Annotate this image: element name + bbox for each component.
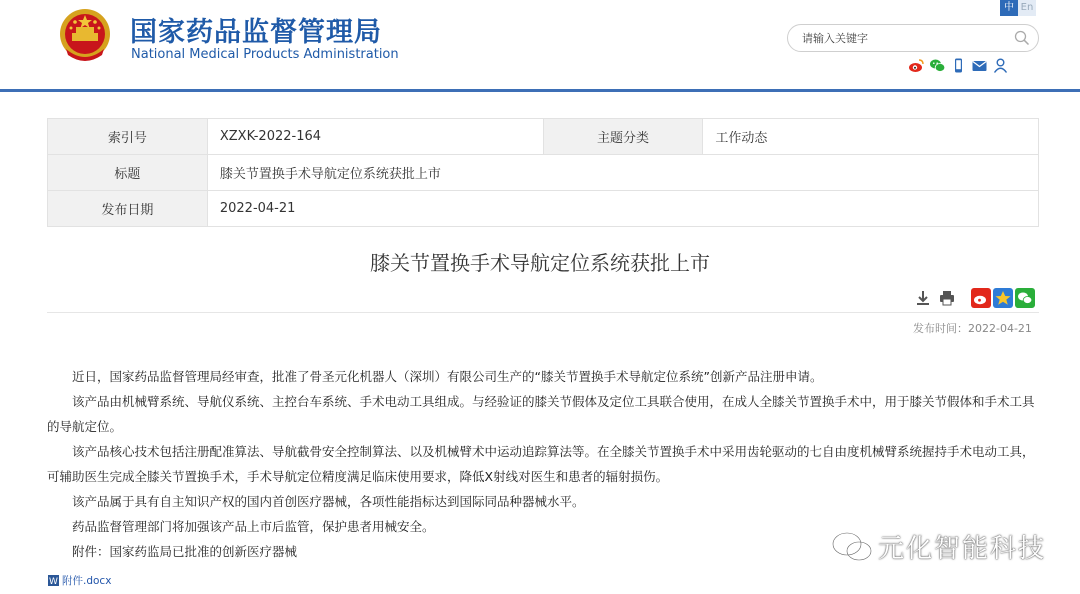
lang-zh-button[interactable]: 中 <box>1000 0 1018 16</box>
qzone-share-icon[interactable] <box>993 288 1013 308</box>
header-divider <box>0 89 1080 92</box>
article-paragraph: 该产品核心技术包括注册配准算法、导航截骨安全控制算法、以及机械臂术中运动追踪算法等。在全膝关节置换手术中采用齿轮驱动的七自由度机械臂系统握持手术电动工具，可辅助医生完成全膝关节置换手术，手术导航定位精度满足临床使用要求，降低X射线对医生和患者的辐射损伤。 <box>47 444 1035 484</box>
national-emblem-logo[interactable] <box>58 7 112 65</box>
search-box <box>787 24 1039 52</box>
meta-key-date: 发布日期 <box>48 191 208 227</box>
attachment-filename[interactable]: 附件.docx <box>62 575 112 587</box>
meta-row <box>48 155 1039 191</box>
article-paragraph: 药品监督管理部门将加强该产品上市后监管，保护患者用械安全。 <box>72 519 435 534</box>
lang-en-button[interactable]: En <box>1018 0 1036 16</box>
article-paragraph: 该产品由机械臂系统、导航仪系统、主控台车系统、手术电动工具组成。与经验证的膝关节假体及定位工具联合使用，在成人全膝关节置换手术中，用于膝关节假体和手术工具的导航定位。 <box>47 394 1035 434</box>
site-name-en: National Medical Products Administration <box>131 47 399 62</box>
mail-icon[interactable] <box>971 57 988 74</box>
article-title: 膝关节置换手术导航定位系统获批上市 <box>370 251 710 275</box>
download-icon[interactable] <box>914 289 932 307</box>
search-input[interactable] <box>802 29 1002 47</box>
article-meta-table <box>47 118 1039 227</box>
weibo-icon[interactable] <box>908 57 925 74</box>
word-doc-icon <box>47 574 60 587</box>
meta-row <box>48 191 1039 227</box>
article-paragraph: 该产品属于具有自主知识产权的国内首创医疗器械，各项性能指标达到国际同品种器械水平。 <box>72 494 585 509</box>
meta-row <box>48 119 1039 155</box>
meta-value-category: 工作动态 <box>703 119 1039 155</box>
publish-time <box>913 320 1032 336</box>
title-divider <box>47 312 1039 313</box>
watermark-text: 元化智能科技 <box>878 534 1047 564</box>
svg-text:W: W <box>49 577 58 587</box>
site-name-cn[interactable]: 国家药品监督管理局 <box>130 17 382 48</box>
meta-key-title: 标题 <box>48 155 208 191</box>
attachment-heading: 附件：国家药监局已批准的创新医疗器械 <box>72 544 298 559</box>
wechat-share-icon[interactable] <box>1015 288 1035 308</box>
article-tools <box>914 289 956 307</box>
publish-label: 发布时间： <box>913 322 968 335</box>
share-buttons <box>971 288 1035 308</box>
user-icon[interactable] <box>992 57 1009 74</box>
mobile-icon[interactable] <box>950 57 967 74</box>
wechat-watermark <box>830 528 1046 565</box>
meta-key-category: 主题分类 <box>543 119 703 155</box>
publish-date: 2022-04-21 <box>968 322 1032 335</box>
wechat-logo-icon <box>830 530 874 564</box>
language-switch <box>1000 0 1036 16</box>
meta-value-index: XZXK-2022-164 <box>207 119 543 155</box>
article-paragraph: 近日，国家药品监督管理局经审查，批准了骨圣元化机器人（深圳）有限公司生产的“膝关节置换手术导航定位系统”创新产品注册申请。 <box>72 369 823 384</box>
weibo-share-icon[interactable] <box>971 288 991 308</box>
attachment-link[interactable] <box>47 573 111 588</box>
header-social-links <box>908 57 1009 74</box>
meta-key-index: 索引号 <box>48 119 208 155</box>
meta-value-title: 膝关节置换手术导航定位系统获批上市 <box>207 155 1038 191</box>
print-icon[interactable] <box>938 289 956 307</box>
meta-value-date: 2022-04-21 <box>207 191 1038 227</box>
wechat-icon[interactable] <box>929 57 946 74</box>
site-header <box>0 0 1080 92</box>
search-icon[interactable] <box>1014 30 1030 46</box>
